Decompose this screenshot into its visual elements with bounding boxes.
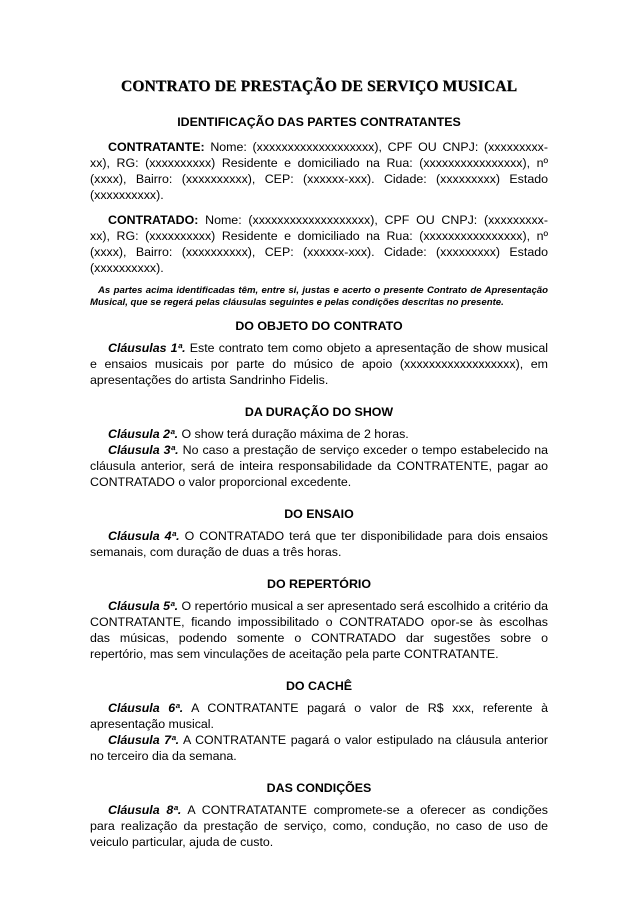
contratado-text: Nome: (xxxxxxxxxxxxxxxxxxx), CPF OU CNPJ: (xxxxxxxxx-xx), RG: (xxxxxxxxxx) Residente e domiciliado na Rua: (xxxxxxxxxxxxxxxx), nº (xxxx), Bairro: (xxxxxxxxxx), CEP: (xxxxxx-xxx). Cidade: (xxxxxxxxx) Estado (xxxxxxxxxx). <box>90 213 548 275</box>
section-heading-cache: DO CACHÊ <box>285 679 353 693</box>
clause-3-text: No caso a prestação de serviço exceder o tempo estabelecido na cláusula anterior, será de inteira responsabilidade da CONTRATENTE, pagar ao CONTRATADO o valor proporcional excedente. <box>90 443 548 489</box>
section-heading-ensaio: DO ENSAIO <box>284 507 354 521</box>
clause-2-text: O show terá duração máxima de 2 horas. <box>178 427 409 441</box>
clause-1-label: Cláusulas 1ª. <box>108 341 186 355</box>
section-heading-duracao: DA DURAÇÃO DO SHOW <box>244 405 394 419</box>
clause-8 <box>90 802 548 850</box>
clause-1-text: Este contrato tem como objeto a apresentação de show musical e ensaios musicais por parte do músico de apoio (xxxxxxxxxxxxxxxxxx), em apresentações do artista Sandrinho Fidelis. <box>90 341 549 387</box>
clause-4-text: O CONTRATADO terá que ter disponibilidade para dois ensaios semanais, com duração de duas a três horas. <box>90 529 548 559</box>
clause-7-text: A CONTRATANTE pagará o valor estipulado na cláusula anterior no terceiro dia da semana. <box>90 733 548 763</box>
contratado-paragraph <box>90 212 548 276</box>
contratante-text: Nome: (xxxxxxxxxxxxxxxxxxx), CPF OU CNPJ: (xxxxxxxxx-xx), RG: (xxxxxxxxxx) Residente e domiciliado na Rua: (xxxxxxxxxxxxxxxx), nº (xxxx), Bairro: (xxxxxxxxxx), CEP: (xxxxxx-xxx). Cidade: (xxxxxxxxx) Estado (xxxxxxxxxx). <box>90 140 548 202</box>
clause-6-label: Cláusula 6ª. <box>108 701 184 715</box>
clause-2-label: Cláusula 2ª. <box>108 427 179 441</box>
clause-6-text: A CONTRATANTE pagará o valor de R$ xxx, referente à apresentação musical. <box>90 701 548 731</box>
clause-7-label: Cláusula 7ª. <box>108 733 180 747</box>
clause-2 <box>90 426 548 442</box>
clause-7 <box>90 732 548 764</box>
clause-5-label: Cláusula 5ª. <box>108 599 179 613</box>
contratado-label: CONTRATADO: <box>108 213 199 227</box>
clause-8-text: A CONTRATATANTE compromete-se a oferecer as condições para realização da prestação de serviço, como, condução, no caso de uso de veiculo particular, ajuda de custo. <box>90 803 548 849</box>
contratante-paragraph <box>90 139 548 203</box>
clause-6 <box>90 700 548 732</box>
clause-8-label: Cláusula 8ª. <box>108 803 182 817</box>
section-heading-condicoes: DAS CONDIÇÕES <box>266 781 372 795</box>
clause-5-text: O repertório musical a ser apresentado será escolhido a critério da CONTRATANTE, ficando impossibilitado o CONTRATADO opor-se às escolhas das músicas, podendo somente o CONTRATADO dar sugestões sobre o repertório, mas sem vinculações de aceitação pela parte CONTRATANTE. <box>90 599 548 661</box>
section-heading-objeto: DO OBJETO DO CONTRATO <box>235 319 403 333</box>
parties-note: As partes acima identificadas têm, entre si, justas e acerto o presente Contrato de Apresentação Musical, que se regerá pelas cláusulas seguintes e pelas condições descritas no presente. <box>90 285 548 308</box>
contratante-label: CONTRATANTE: <box>108 140 205 154</box>
section-heading-repertorio: DO REPERTÓRIO <box>267 577 371 591</box>
parties-heading: IDENTIFICAÇÃO DAS PARTES CONTRATANTES <box>177 115 461 129</box>
document-title: CONTRATO DE PRESTAÇÃO DE SERVIÇO MUSICAL <box>120 78 518 95</box>
clause-4 <box>90 528 548 560</box>
clause-3 <box>90 442 548 490</box>
clause-5 <box>90 598 548 662</box>
clause-3-label: Cláusula 3ª. <box>108 443 179 457</box>
clause-1 <box>90 340 548 388</box>
clause-4-label: Cláusula 4ª. <box>108 529 180 543</box>
